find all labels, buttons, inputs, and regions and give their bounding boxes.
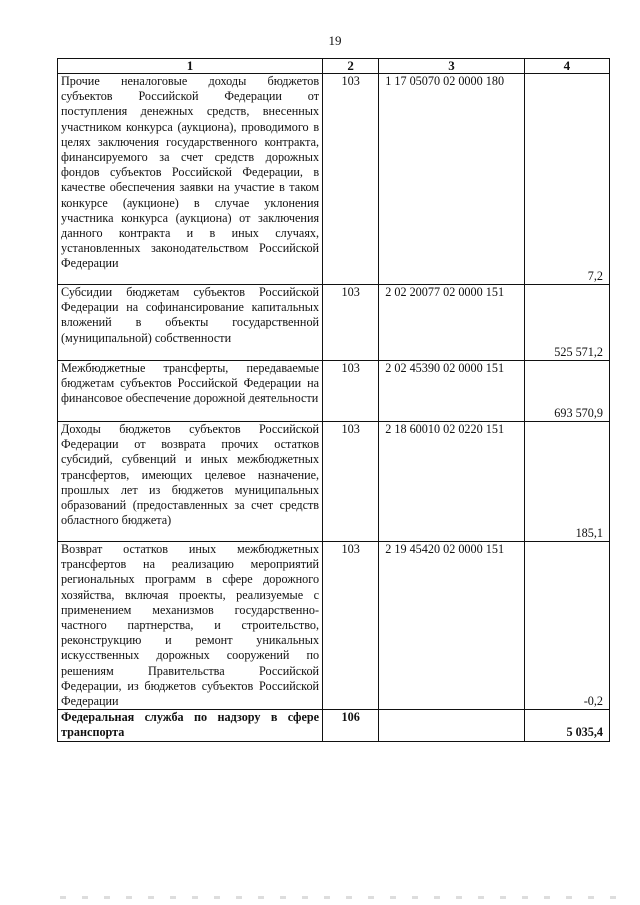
table-row <box>58 542 610 710</box>
amount: 525 571,2 <box>524 285 609 361</box>
amount: 185,1 <box>524 422 609 542</box>
table-row <box>58 285 610 361</box>
revenue-name: Возврат остатков иных межбюджетных трансфертов на реализацию мероприятий региональных программ в сфере дорожного хозяйства, включая проекты, реализуемые с применением механизмов государственно-частного партнерства, и строительство, реконструкцию и ремонт уникальных искусственных дорожных сооружений по решениям Правительства Российской Федерации, из бюджетов субъектов Российской Федерации <box>58 542 323 710</box>
header-col-4: 4 <box>524 59 609 74</box>
table-row <box>58 74 610 285</box>
kbk-code: 2 19 45420 02 0000 151 <box>379 542 525 710</box>
agency-name: Федеральная служба по надзору в сфере транспорта <box>58 710 323 741</box>
budget-revenue-table <box>57 58 610 742</box>
kbk-code: 2 18 60010 02 0220 151 <box>379 422 525 542</box>
table-body <box>58 74 610 742</box>
total-row <box>58 710 610 741</box>
amount: 693 570,9 <box>524 361 609 422</box>
kbk-code: 2 02 45390 02 0000 151 <box>379 361 525 422</box>
header-col-2: 2 <box>323 59 379 74</box>
admin-code: 103 <box>323 74 379 285</box>
revenue-name: Межбюджетные трансферты, передаваемые бюджетам субъектов Российской Федерации на финансовое обеспечение дорожной деятельности <box>58 361 323 422</box>
revenue-name: Доходы бюджетов субъектов Российской Федерации от возврата прочих остатков субсидий, субвенций и иных межбюджетных трансфертов, имеющих целевое назначение, прошлых лет из бюджетов муниципальных образований (предоставленных за счет средств областного бюджета) <box>58 422 323 542</box>
page-number: 19 <box>328 33 342 48</box>
amount: 7,2 <box>524 74 609 285</box>
table-header <box>58 59 610 74</box>
table-row <box>58 361 610 422</box>
scan-edge-artifact <box>60 896 620 899</box>
agency-admin-code: 106 <box>323 710 379 741</box>
header-col-1: 1 <box>58 59 323 74</box>
admin-code: 103 <box>323 361 379 422</box>
admin-code: 103 <box>323 285 379 361</box>
revenue-name: Прочие неналоговые доходы бюджетов субъектов Российской Федерации от поступления денежных средств, внесенных участником конкурса (аукциона), проводимого в целях заключения государственного контракта, финансируемого за счет средств дорожных фондов субъектов Российской Федерации, в качестве обеспечения заявки на участие в таком конкурсе (аукционе) в случае уклонения участника конкурса (аукциона) от заключения данного контракта и в иных случаях, установленных законодательством Российской Федерации <box>58 74 323 285</box>
table-row <box>58 422 610 542</box>
admin-code: 103 <box>323 422 379 542</box>
kbk-code: 2 02 20077 02 0000 151 <box>379 285 525 361</box>
revenue-name: Субсидии бюджетам субъектов Российской Федерации на софинансирование капитальных вложений в объекты государственной (муниципальной) собственности <box>58 285 323 361</box>
admin-code: 103 <box>323 542 379 710</box>
header-row <box>58 59 610 74</box>
amount: -0,2 <box>524 542 609 710</box>
agency-total-amount: 5 035,4 <box>524 710 609 741</box>
kbk-code: 1 17 05070 02 0000 180 <box>379 74 525 285</box>
agency-kbk-code <box>379 710 525 741</box>
header-col-3: 3 <box>379 59 525 74</box>
